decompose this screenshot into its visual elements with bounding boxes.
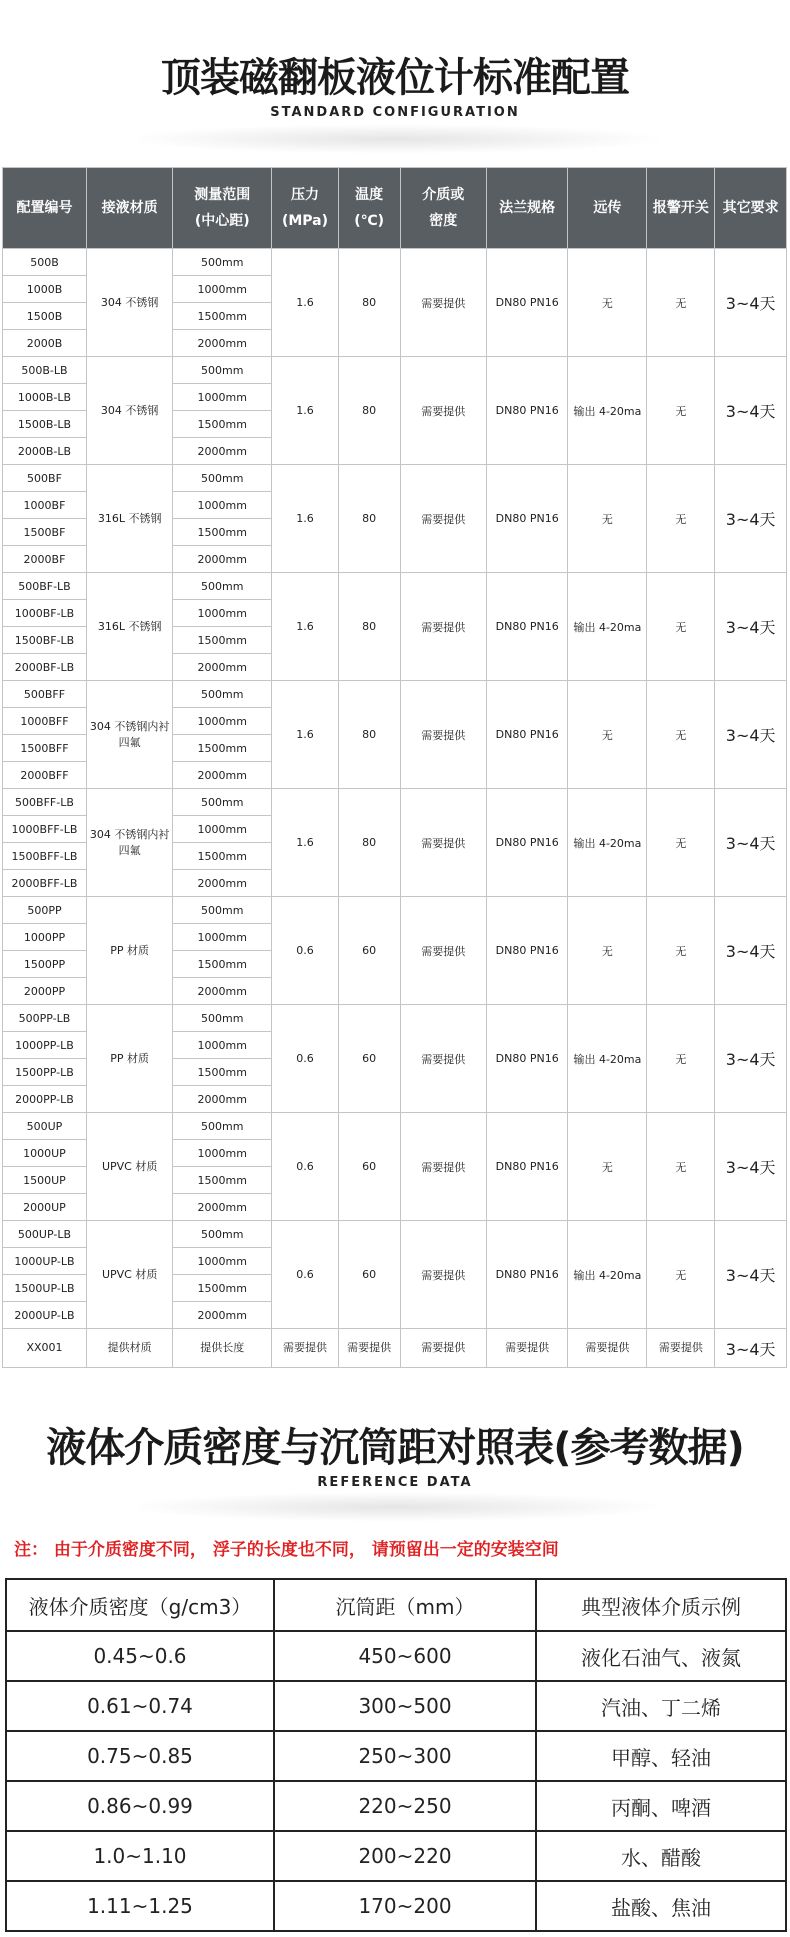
example-cell: 甲醇、轻油: [536, 1731, 786, 1781]
config-code-cell: 1500BF: [3, 519, 87, 546]
config-code-cell: 2000PP: [3, 978, 87, 1005]
range-cell: 1000mm: [173, 708, 272, 735]
material-cell: UPVC 材质: [86, 1113, 172, 1221]
other-requirement-cell: 3~4天: [715, 465, 787, 573]
config-code-cell: 1000PP-LB: [3, 1032, 87, 1059]
remote-cell: 无: [568, 897, 647, 1005]
range-cell: 500mm: [173, 681, 272, 708]
table-row: [3, 249, 787, 276]
header-line: (℃): [354, 213, 385, 229]
range-cell: 500mm: [173, 357, 272, 384]
config-code-cell: 1500PP-LB: [3, 1059, 87, 1086]
config-code-cell: 1500UP: [3, 1167, 87, 1194]
density-cell: 0.45~0.6: [6, 1631, 274, 1681]
range-cell: 1500mm: [173, 411, 272, 438]
temperature-cell: 80: [338, 573, 400, 681]
range-cell: 500mm: [173, 465, 272, 492]
material-cell: 304 不锈钢: [86, 249, 172, 357]
range-cell: 1000mm: [173, 1032, 272, 1059]
header-line: 密度: [429, 213, 458, 229]
alarm-cell: 无: [647, 897, 715, 1005]
section-header-reference: [0, 1422, 790, 1492]
config-code-cell: 2000B-LB: [3, 438, 87, 465]
flange-cell: DN80 PN16: [486, 249, 567, 357]
range-cell: 500mm: [173, 1005, 272, 1032]
density-cell: 0.86~0.99: [6, 1781, 274, 1831]
table-row: [3, 357, 787, 384]
material-cell: UPVC 材质: [86, 1221, 172, 1329]
title-shadow: [120, 1492, 670, 1522]
flange-cell: DN80 PN16: [486, 573, 567, 681]
range-cell: 500mm: [173, 897, 272, 924]
flange-cell: DN80 PN16: [486, 897, 567, 1005]
range-cell: 提供长度: [173, 1329, 272, 1368]
flange-cell: DN80 PN16: [486, 681, 567, 789]
range-cell: 500mm: [173, 573, 272, 600]
reference-title: 液体介质密度与沉筒距对照表(参考数据): [46, 1425, 744, 1471]
material-cell: 316L 不锈钢: [86, 465, 172, 573]
config-code-cell: 1000PP: [3, 924, 87, 951]
config-header-cell: [272, 168, 339, 249]
config-code-cell: 2000BF: [3, 546, 87, 573]
temperature-cell: 80: [338, 681, 400, 789]
remote-cell: 无: [568, 465, 647, 573]
flange-cell: DN80 PN16: [486, 465, 567, 573]
temperature-cell: 60: [338, 1113, 400, 1221]
density-cell: 1.11~1.25: [6, 1881, 274, 1931]
flange-cell: DN80 PN16: [486, 789, 567, 897]
config-code-cell: 1500PP: [3, 951, 87, 978]
config-header-cell: [647, 168, 715, 249]
config-code-cell: 2000BF-LB: [3, 654, 87, 681]
range-cell: 1500mm: [173, 519, 272, 546]
range-cell: 1000mm: [173, 384, 272, 411]
header-line: 压力: [290, 187, 319, 203]
other-requirement-cell: 3~4天: [715, 1329, 787, 1368]
other-requirement-cell: 3~4天: [715, 249, 787, 357]
pressure-cell: 1.6: [272, 789, 339, 897]
other-requirement-cell: 3~4天: [715, 573, 787, 681]
pressure-cell: 0.6: [272, 1005, 339, 1113]
other-requirement-cell: 3~4天: [715, 357, 787, 465]
table-row: [3, 1005, 787, 1032]
config-header-cell: [338, 168, 400, 249]
config-header-cell: [86, 168, 172, 249]
pressure-cell: 1.6: [272, 573, 339, 681]
distance-cell: 200~220: [274, 1831, 536, 1881]
range-cell: 2000mm: [173, 438, 272, 465]
config-code-cell: 500BFF: [3, 681, 87, 708]
range-cell: 500mm: [173, 1221, 272, 1248]
reference-header-cell: 典型液体介质示例: [536, 1579, 786, 1631]
table-row: [3, 573, 787, 600]
range-cell: 2000mm: [173, 654, 272, 681]
reference-header-cell: 沉筒距（mm）: [274, 1579, 536, 1631]
config-code-cell: 1000B-LB: [3, 384, 87, 411]
config-code-cell: 1500BFF-LB: [3, 843, 87, 870]
distance-cell: 170~200: [274, 1881, 536, 1931]
config-code-cell: 2000PP-LB: [3, 1086, 87, 1113]
medium-cell: 需要提供: [400, 1329, 486, 1368]
distance-cell: 300~500: [274, 1681, 536, 1731]
table-row: [6, 1881, 786, 1931]
material-cell: 316L 不锈钢: [86, 573, 172, 681]
range-cell: 1500mm: [173, 1059, 272, 1086]
range-cell: 1000mm: [173, 492, 272, 519]
temperature-cell: 80: [338, 249, 400, 357]
table-row: [3, 789, 787, 816]
other-requirement-cell: 3~4天: [715, 1005, 787, 1113]
range-cell: 1000mm: [173, 600, 272, 627]
pressure-cell: 1.6: [272, 357, 339, 465]
config-code-cell: 1500B: [3, 303, 87, 330]
remote-cell: 输出 4-20ma: [568, 789, 647, 897]
range-cell: 1500mm: [173, 843, 272, 870]
config-code-cell: 500B-LB: [3, 357, 87, 384]
flange-cell: DN80 PN16: [486, 1113, 567, 1221]
table-row: [3, 465, 787, 492]
range-cell: 1000mm: [173, 816, 272, 843]
range-cell: 500mm: [173, 1113, 272, 1140]
config-code-cell: 1500BF-LB: [3, 627, 87, 654]
material-cell: PP 材质: [86, 897, 172, 1005]
alarm-cell: 无: [647, 1113, 715, 1221]
config-header-cell: [3, 168, 87, 249]
range-cell: 2000mm: [173, 1086, 272, 1113]
config-code-cell: 1000BFF: [3, 708, 87, 735]
temperature-cell: 60: [338, 1005, 400, 1113]
distance-cell: 220~250: [274, 1781, 536, 1831]
other-requirement-cell: 3~4天: [715, 1221, 787, 1329]
material-cell: PP 材质: [86, 1005, 172, 1113]
config-code-cell: 2000B: [3, 330, 87, 357]
table-row: [6, 1731, 786, 1781]
medium-cell: 需要提供: [400, 1113, 486, 1221]
example-cell: 盐酸、焦油: [536, 1881, 786, 1931]
config-code-cell: 500B: [3, 249, 87, 276]
header-line: (MPa): [281, 213, 328, 229]
other-requirement-cell: 3~4天: [715, 897, 787, 1005]
table-row: [3, 1329, 787, 1368]
alarm-cell: 需要提供: [647, 1329, 715, 1368]
config-code-cell: 1500B-LB: [3, 411, 87, 438]
range-cell: 1500mm: [173, 735, 272, 762]
alarm-cell: 无: [647, 249, 715, 357]
range-cell: 500mm: [173, 789, 272, 816]
config-code-cell: 2000UP: [3, 1194, 87, 1221]
density-cell: 0.61~0.74: [6, 1681, 274, 1731]
material-cell: 304 不锈钢: [86, 357, 172, 465]
range-cell: 1000mm: [173, 924, 272, 951]
config-table: [2, 167, 787, 1368]
example-cell: 液化石油气、液氮: [536, 1631, 786, 1681]
config-header-cell: [568, 168, 647, 249]
pressure-cell: 1.6: [272, 465, 339, 573]
config-code-cell: 1000BF-LB: [3, 600, 87, 627]
header-line: 温度: [355, 187, 384, 203]
range-cell: 1000mm: [173, 276, 272, 303]
remote-cell: 输出 4-20ma: [568, 1221, 647, 1329]
pressure-cell: 0.6: [272, 1221, 339, 1329]
remote-cell: 无: [568, 1113, 647, 1221]
flange-cell: DN80 PN16: [486, 1221, 567, 1329]
temperature-cell: 80: [338, 789, 400, 897]
alarm-cell: 无: [647, 1221, 715, 1329]
temperature-cell: 80: [338, 465, 400, 573]
table-row: [3, 1221, 787, 1248]
config-code-cell: 1000B: [3, 276, 87, 303]
medium-cell: 需要提供: [400, 573, 486, 681]
temperature-cell: 60: [338, 1221, 400, 1329]
density-cell: 1.0~1.10: [6, 1831, 274, 1881]
alarm-cell: 无: [647, 465, 715, 573]
config-code-cell: 500UP-LB: [3, 1221, 87, 1248]
config-header-cell: [486, 168, 567, 249]
config-code-cell: 2000BFF: [3, 762, 87, 789]
density-cell: 0.75~0.85: [6, 1731, 274, 1781]
section-header-config: [0, 52, 790, 122]
remote-cell: 输出 4-20ma: [568, 357, 647, 465]
range-cell: 2000mm: [173, 870, 272, 897]
table-row: [6, 1631, 786, 1681]
other-requirement-cell: 3~4天: [715, 789, 787, 897]
reference-subtitle: REFERENCE DATA: [317, 1475, 473, 1490]
config-code-cell: 1000UP-LB: [3, 1248, 87, 1275]
alarm-cell: 无: [647, 573, 715, 681]
remote-cell: 需要提供: [568, 1329, 647, 1368]
config-code-cell: 500UP: [3, 1113, 87, 1140]
material-cell: 304 不锈钢内衬四氟: [86, 681, 172, 789]
example-cell: 汽油、丁二烯: [536, 1681, 786, 1731]
config-header-cell: [715, 168, 787, 249]
range-cell: 1500mm: [173, 951, 272, 978]
range-cell: 1500mm: [173, 303, 272, 330]
title-shadow: [120, 124, 670, 154]
pressure-cell: 需要提供: [272, 1329, 339, 1368]
remote-cell: 无: [568, 681, 647, 789]
config-header-cell: [173, 168, 272, 249]
flange-cell: DN80 PN16: [486, 1005, 567, 1113]
config-subtitle: STANDARD CONFIGURATION: [270, 105, 520, 120]
range-cell: 2000mm: [173, 1194, 272, 1221]
example-cell: 丙酮、啤酒: [536, 1781, 786, 1831]
flange-cell: DN80 PN16: [486, 357, 567, 465]
pressure-cell: 0.6: [272, 1113, 339, 1221]
config-code-cell: 500BF: [3, 465, 87, 492]
pressure-cell: 1.6: [272, 681, 339, 789]
table-row: [6, 1681, 786, 1731]
range-cell: 2000mm: [173, 546, 272, 573]
config-code-cell: 1000BF: [3, 492, 87, 519]
example-cell: 水、醋酸: [536, 1831, 786, 1881]
medium-cell: 需要提供: [400, 789, 486, 897]
alarm-cell: 无: [647, 1005, 715, 1113]
material-cell: 304 不锈钢内衬四氟: [86, 789, 172, 897]
range-cell: 2000mm: [173, 762, 272, 789]
header-line: 配置编号: [16, 200, 73, 216]
density-note: 注： 由于介质密度不同， 浮子的长度也不同， 请预留出一定的安装空间: [14, 1540, 559, 1560]
temperature-cell: 80: [338, 357, 400, 465]
config-code-cell: 2000UP-LB: [3, 1302, 87, 1329]
remote-cell: 输出 4-20ma: [568, 1005, 647, 1113]
alarm-cell: 无: [647, 681, 715, 789]
pressure-cell: 1.6: [272, 249, 339, 357]
config-code-cell: 500BFF-LB: [3, 789, 87, 816]
range-cell: 1000mm: [173, 1140, 272, 1167]
medium-cell: 需要提供: [400, 357, 486, 465]
temperature-cell: 60: [338, 897, 400, 1005]
table-row: [6, 1781, 786, 1831]
flange-cell: 需要提供: [486, 1329, 567, 1368]
remote-cell: 输出 4-20ma: [568, 573, 647, 681]
header-line: 法兰规格: [499, 200, 556, 216]
config-code-cell: XX001: [3, 1329, 87, 1368]
reference-table: [5, 1578, 787, 1932]
reference-header-row: [6, 1579, 786, 1631]
alarm-cell: 无: [647, 789, 715, 897]
table-row: [3, 897, 787, 924]
header-line: 其它要求: [722, 200, 779, 216]
config-code-cell: 500PP-LB: [3, 1005, 87, 1032]
other-requirement-cell: 3~4天: [715, 681, 787, 789]
pressure-cell: 0.6: [272, 897, 339, 1005]
config-code-cell: 1500BFF: [3, 735, 87, 762]
table-row: [3, 681, 787, 708]
header-line: 介质或: [422, 187, 465, 203]
table-row: [3, 1113, 787, 1140]
header-line: 报警开关: [652, 200, 709, 216]
medium-cell: 需要提供: [400, 465, 486, 573]
config-code-cell: 2000BFF-LB: [3, 870, 87, 897]
config-code-cell: 500BF-LB: [3, 573, 87, 600]
range-cell: 500mm: [173, 249, 272, 276]
range-cell: 1500mm: [173, 1275, 272, 1302]
medium-cell: 需要提供: [400, 897, 486, 1005]
table-row: [6, 1831, 786, 1881]
medium-cell: 需要提供: [400, 681, 486, 789]
range-cell: 2000mm: [173, 1302, 272, 1329]
distance-cell: 250~300: [274, 1731, 536, 1781]
distance-cell: 450~600: [274, 1631, 536, 1681]
header-line: 远传: [593, 200, 622, 216]
config-code-cell: 1500UP-LB: [3, 1275, 87, 1302]
alarm-cell: 无: [647, 357, 715, 465]
header-line: (中心距): [194, 213, 250, 229]
config-code-cell: 1000UP: [3, 1140, 87, 1167]
material-cell: 提供材质: [86, 1329, 172, 1368]
other-requirement-cell: 3~4天: [715, 1113, 787, 1221]
remote-cell: 无: [568, 249, 647, 357]
config-header-cell: [400, 168, 486, 249]
range-cell: 2000mm: [173, 978, 272, 1005]
range-cell: 1500mm: [173, 627, 272, 654]
medium-cell: 需要提供: [400, 1221, 486, 1329]
config-code-cell: 500PP: [3, 897, 87, 924]
config-header-row: [3, 168, 787, 249]
medium-cell: 需要提供: [400, 249, 486, 357]
temperature-cell: 需要提供: [338, 1329, 400, 1368]
header-line: 测量范围: [194, 187, 251, 203]
range-cell: 1000mm: [173, 1248, 272, 1275]
reference-header-cell: 液体介质密度（g/cm3）: [6, 1579, 274, 1631]
config-title: 顶装磁翻板液位计标准配置: [161, 55, 629, 101]
range-cell: 2000mm: [173, 330, 272, 357]
config-code-cell: 1000BFF-LB: [3, 816, 87, 843]
header-line: 接液材质: [101, 200, 158, 216]
medium-cell: 需要提供: [400, 1005, 486, 1113]
range-cell: 1500mm: [173, 1167, 272, 1194]
